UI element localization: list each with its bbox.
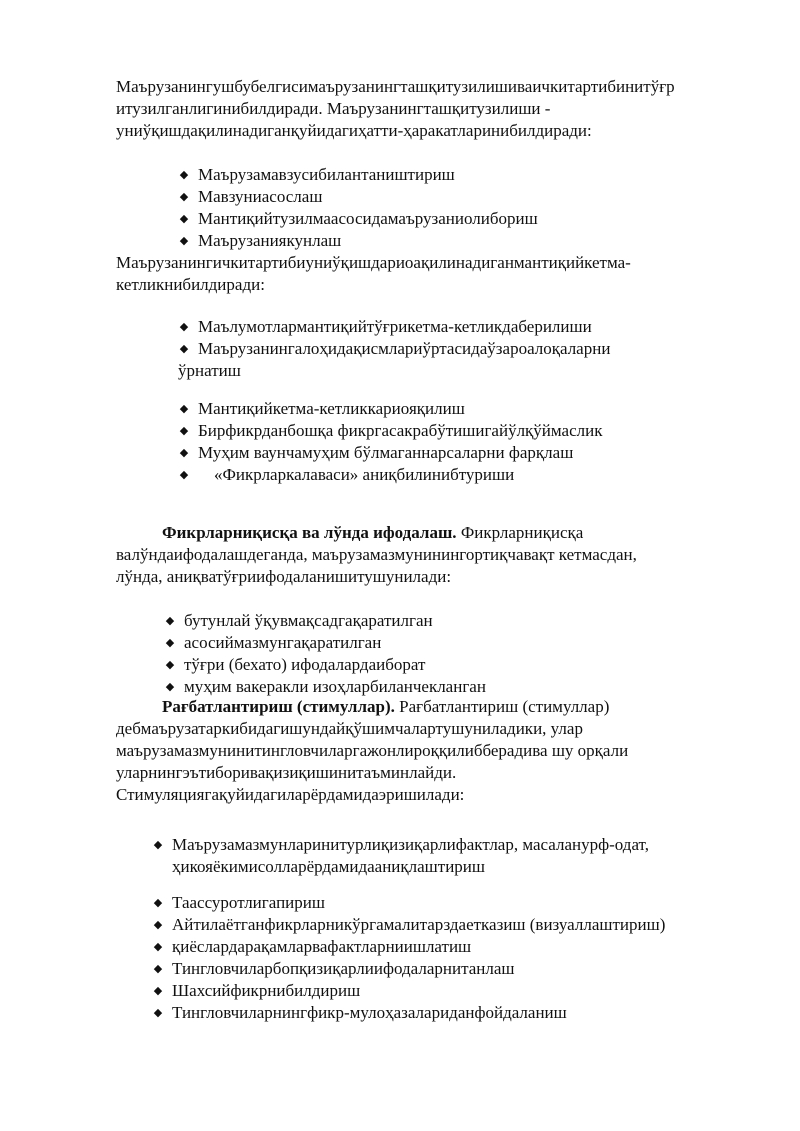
diamond-bullet-icon: ◆ bbox=[153, 897, 163, 909]
list-item-text: Маърузамавзусибилантаништириш bbox=[198, 165, 455, 184]
external-structure-list bbox=[178, 164, 538, 252]
list-item bbox=[152, 936, 665, 958]
list-item bbox=[178, 464, 602, 486]
list-item bbox=[152, 892, 665, 914]
diamond-bullet-icon: ◆ bbox=[179, 321, 189, 333]
list-item-text-line-1: Маърузамазмунларинитурлиқизиқарлифактлар, масаланурф-одат, bbox=[172, 835, 649, 854]
list-item-text: Муҳим ваунчамуҳим бўлмаганнарсаларни фарқлаш bbox=[198, 443, 574, 462]
list-item bbox=[152, 914, 665, 936]
list-item-text: Таассуротлигапириш bbox=[172, 893, 325, 912]
concise-line-3: лўнда, аниқватўғриифодаланишитушунилади: bbox=[116, 567, 452, 586]
concise-heading: Фикрларниқисқа ва лўнда ифодалаш. bbox=[162, 523, 457, 542]
concise-paragraph bbox=[116, 522, 746, 588]
list-item bbox=[152, 980, 665, 1002]
list-item-text: Шахсийфикрнибилдириш bbox=[172, 981, 361, 1000]
list-item-text: Маърузанингалоҳидақисмлариўртасидаўзароалоқаларни bbox=[198, 339, 611, 358]
diamond-bullet-icon: ◆ bbox=[179, 425, 189, 437]
list-item-text: Бирфикрданбошқа фикргасакрабўтишигайўлқўймаслик bbox=[198, 421, 603, 440]
diamond-bullet-icon: ◆ bbox=[165, 659, 175, 671]
diamond-bullet-icon: ◆ bbox=[153, 985, 163, 997]
internal-order-paragraph bbox=[116, 252, 746, 296]
diamond-bullet-icon: ◆ bbox=[153, 1007, 163, 1019]
list-item bbox=[178, 442, 602, 464]
list-item-text: «Фикрларкалаваси» аниқбилинибтуриши bbox=[214, 465, 515, 484]
intro-line-2: итузилганлигинибилдиради. Маърузанингташқитузилиши - bbox=[116, 99, 551, 118]
list-item bbox=[178, 230, 538, 252]
list-item-text: Тингловчиларнингфикр-мулоҳазалариданфойдаланиш bbox=[172, 1003, 567, 1022]
diamond-bullet-icon: ◆ bbox=[179, 403, 189, 415]
intro-line-1: Маърузанингушбубелгисимаърузанингташқитузилишиваичкитартибинитўғр bbox=[116, 77, 675, 96]
list-item bbox=[178, 338, 610, 360]
list-item bbox=[152, 834, 649, 878]
stimuli-line-2: дебмаърузатаркибидагишундайқўшимчалартушуниладики, улар bbox=[116, 719, 583, 738]
concise-list bbox=[164, 610, 486, 698]
diamond-bullet-icon: ◆ bbox=[153, 963, 163, 975]
diamond-bullet-icon: ◆ bbox=[179, 213, 189, 225]
list-item-text: Айтилаётганфикрларникўргамалитарздаетказиш (визуаллаштириш) bbox=[172, 915, 666, 934]
list-item bbox=[178, 420, 602, 442]
diamond-bullet-icon: ◆ bbox=[153, 839, 163, 851]
list-item-text: бутунлай ўқувмақсадгақаратилган bbox=[184, 611, 433, 630]
internal-order-list bbox=[178, 316, 610, 360]
stimuli-rest: Рағбатлантириш (стимуллар) bbox=[394, 697, 610, 716]
list-item bbox=[152, 958, 665, 980]
diamond-bullet-icon: ◆ bbox=[153, 941, 163, 953]
list-item bbox=[164, 632, 486, 654]
list-item bbox=[178, 208, 538, 230]
list-item-text: Мантиқийтузилмаасосидамаърузаниолибориш bbox=[198, 209, 538, 228]
logic-list bbox=[178, 398, 602, 486]
stimuli-line-4: уларнингэътиборивақизиқишинитаъминлайди. bbox=[116, 763, 457, 782]
diamond-bullet-icon: ◆ bbox=[179, 169, 189, 181]
list-item-text: муҳим вакеракли изоҳларбиланчекланган bbox=[184, 677, 486, 696]
list-item-text: Маълумотлармантиқийтўғрикетма-кетликдаберилиши bbox=[198, 317, 592, 336]
list-item-text-line-2: ҳикояёкимисолларёрдамидааниқлаштириш bbox=[172, 857, 485, 876]
list-item-text: Мантиқийкетма-кетликкариояқилиш bbox=[198, 399, 465, 418]
list-item-continuation: ўрнатиш bbox=[178, 361, 241, 380]
stimuli-paragraph bbox=[116, 696, 746, 806]
intro-paragraph bbox=[116, 76, 746, 142]
diamond-bullet-icon: ◆ bbox=[165, 681, 175, 693]
diamond-bullet-icon: ◆ bbox=[153, 919, 163, 931]
list-item-text: Мавзуниасослаш bbox=[198, 187, 323, 206]
diamond-bullet-icon: ◆ bbox=[179, 191, 189, 203]
list-item bbox=[178, 316, 610, 338]
list-item-text: Тингловчиларбопқизиқарлиифодаларнитанлаш bbox=[172, 959, 515, 978]
diamond-bullet-icon: ◆ bbox=[179, 343, 189, 355]
list-item-text: тўғри (бехато) ифодалардаиборат bbox=[184, 655, 426, 674]
list-item bbox=[164, 610, 486, 632]
stimuli-line-1 bbox=[116, 696, 746, 718]
diamond-bullet-icon: ◆ bbox=[179, 235, 189, 247]
list-item bbox=[178, 186, 538, 208]
stimuli-heading: Рағбатлантириш (стимуллар). bbox=[162, 697, 395, 716]
stimuli-first-list bbox=[152, 834, 649, 878]
list-item-text: Маърузаниякунлаш bbox=[198, 231, 342, 250]
list-item bbox=[164, 676, 486, 698]
diamond-bullet-icon: ◆ bbox=[165, 615, 175, 627]
list-item bbox=[164, 654, 486, 676]
concise-line-2: валўндаифодалашдеганда, маърузамазмунинингортиқчавақт кетмасдан, bbox=[116, 545, 637, 564]
stimuli-line-3: маърузамазмунинитингловчиларгажонлироққилибберадива шу орқали bbox=[116, 741, 629, 760]
stimuli-list bbox=[152, 892, 665, 1024]
list-item bbox=[178, 398, 602, 420]
list-item bbox=[178, 164, 538, 186]
list-item-text: қиёслардарақамларвафактларниишлатиш bbox=[172, 937, 472, 956]
intro-line-3: униўқишдақилинадиганқуйидагиҳатти-ҳаракатларинибилдиради: bbox=[116, 121, 592, 140]
concise-line-1 bbox=[116, 522, 746, 544]
list-item-text: асосиймазмунгақаратилган bbox=[184, 633, 382, 652]
diamond-bullet-icon: ◆ bbox=[165, 637, 175, 649]
internal-line-2: кетликнибилдиради: bbox=[116, 275, 265, 294]
internal-line-1: Маърузанингичкитартибиуниўқишдариоақилинадиганмантиқийкетма- bbox=[116, 253, 631, 272]
diamond-bullet-icon: ◆ bbox=[179, 447, 189, 459]
concise-rest: Фикрларниқисқа bbox=[456, 523, 584, 542]
stimuli-line-5: Стимуляциягақуйидагиларёрдамидаэришилади: bbox=[116, 785, 465, 804]
diamond-bullet-icon: ◆ bbox=[179, 469, 189, 481]
list-item bbox=[152, 1002, 665, 1024]
